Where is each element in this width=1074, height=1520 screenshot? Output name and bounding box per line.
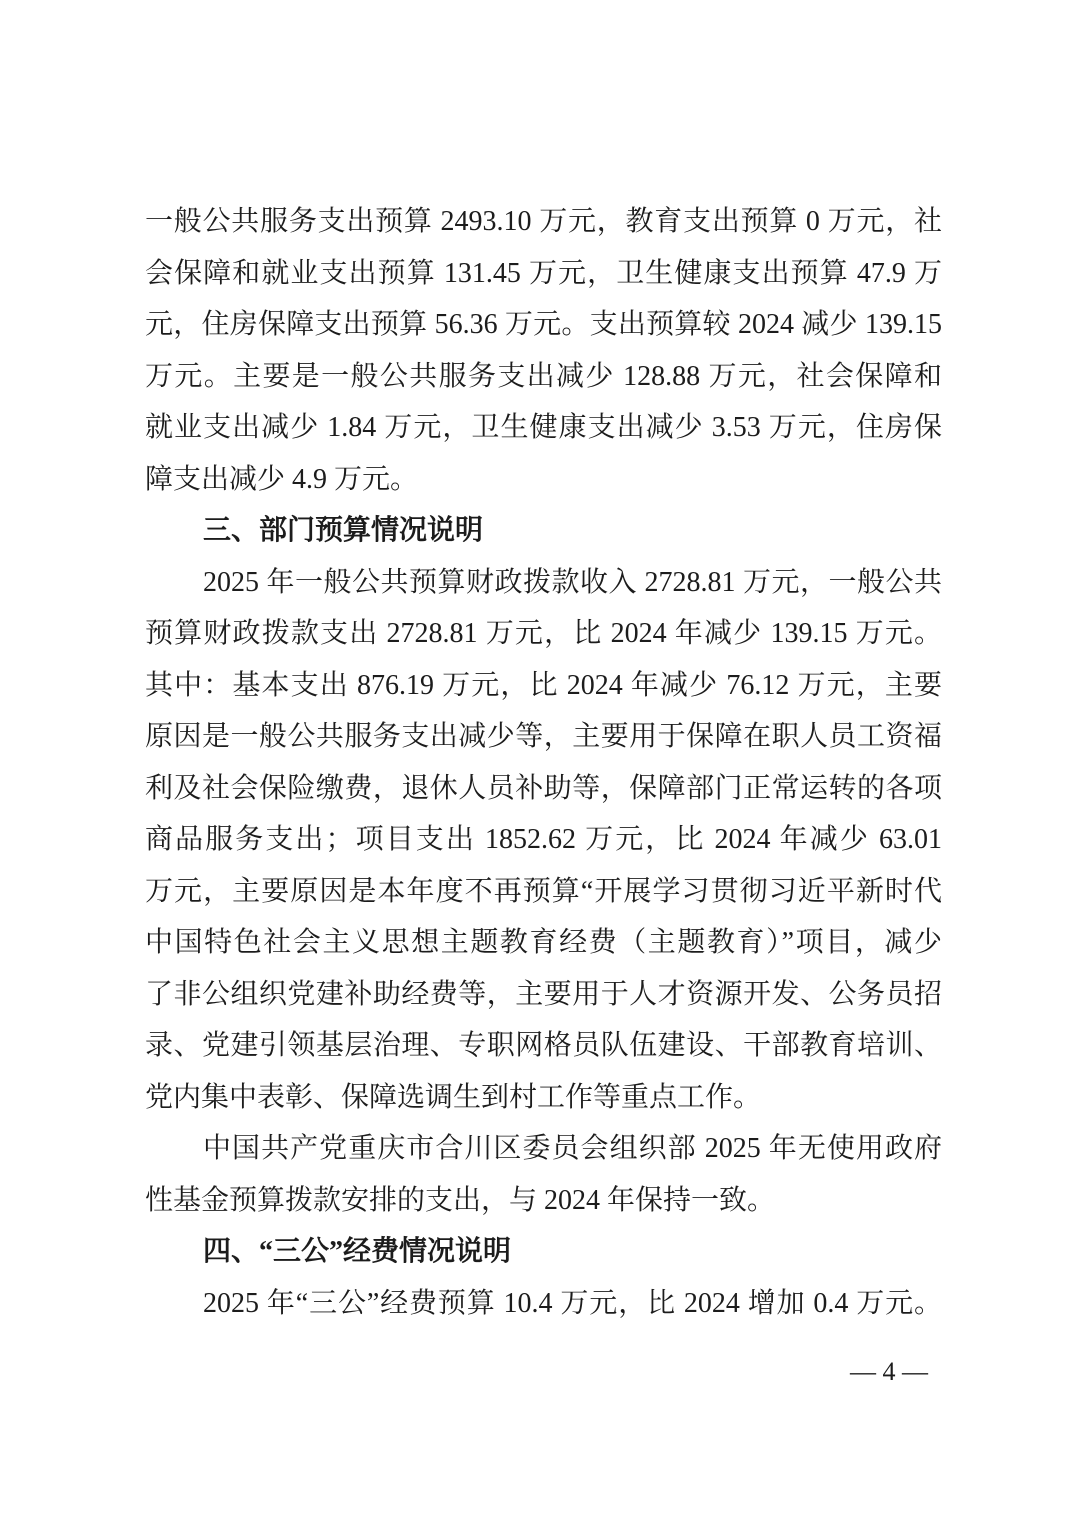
body-line: 了非公组织党建补助经费等，主要用于人才资源开发、公务员招 [145,978,942,1010]
paragraph-three-public-budget [145,1278,942,1330]
page-number: — 4 — [850,1357,928,1386]
body-line: 2025 年“三公”经费预算 10.4 万元，比 2024 增加 0.4 万元。 [203,1287,942,1319]
body-line: 商品服务支出；项目支出 1852.62 万元，比 2024 年减少 63.01 [145,824,942,855]
body-line: 预算财政拨款支出 2728.81 万元，比 2024 年减少 139.15 万元。 [145,618,942,649]
paragraph-general-expenditure [145,196,942,505]
body-line: 中国共产党重庆市合川区委员会组织部 2025 年无使用政府 [203,1133,942,1164]
body-line: 一般公共服务支出预算 2493.10 万元，教育支出预算 0 万元，社 [145,206,942,237]
body-line: 中国特色社会主义思想主题教育经费（主题教育）”项目，减少 [145,927,942,958]
body-line: 元，住房保障支出预算 56.36 万元。支出预算较 2024 减少 139.15 [145,309,942,340]
body-line: 性基金预算拨款安排的支出，与 2024 年保持一致。 [145,1184,776,1216]
body-line: 原因是一般公共服务支出减少等，主要用于保障在职人员工资福 [145,721,942,752]
paragraph-government-fund [145,1123,942,1226]
body-line: 党内集中表彰、保障选调生到村工作等重点工作。 [145,1081,762,1113]
document-body [145,196,942,1329]
body-line: 万元，主要原因是本年度不再预算“开展学习贯彻习近平新时代 [145,875,942,907]
body-line: 利及社会保险缴费，退休人员补助等，保障部门正常运转的各项 [145,772,942,804]
body-line: 会保障和就业支出预算 131.45 万元，卫生健康支出预算 47.9 万 [145,257,942,289]
paragraph-budget-allocation [145,557,942,1124]
body-line: 其中：基本支出 876.19 万元，比 2024 年减少 76.12 万元，主要 [145,669,942,701]
body-line: 障支出减少 4.9 万元。 [145,463,419,495]
body-line: 2025 年一般公共预算财政拨款收入 2728.81 万元，一般公共 [203,566,942,598]
section-heading-three-public-expenses: 四、“三公”经费情况说明 [203,1236,512,1267]
section-heading-department-budget: 三、部门预算情况说明 [203,515,484,546]
body-line: 录、党建引领基层治理、专职网格员队伍建设、干部教育培训、 [145,1030,942,1061]
body-line: 万元。主要是一般公共服务支出减少 128.88 万元，社会保障和 [145,360,942,392]
body-line: 就业支出减少 1.84 万元，卫生健康支出减少 3.53 万元，住房保 [145,412,942,443]
